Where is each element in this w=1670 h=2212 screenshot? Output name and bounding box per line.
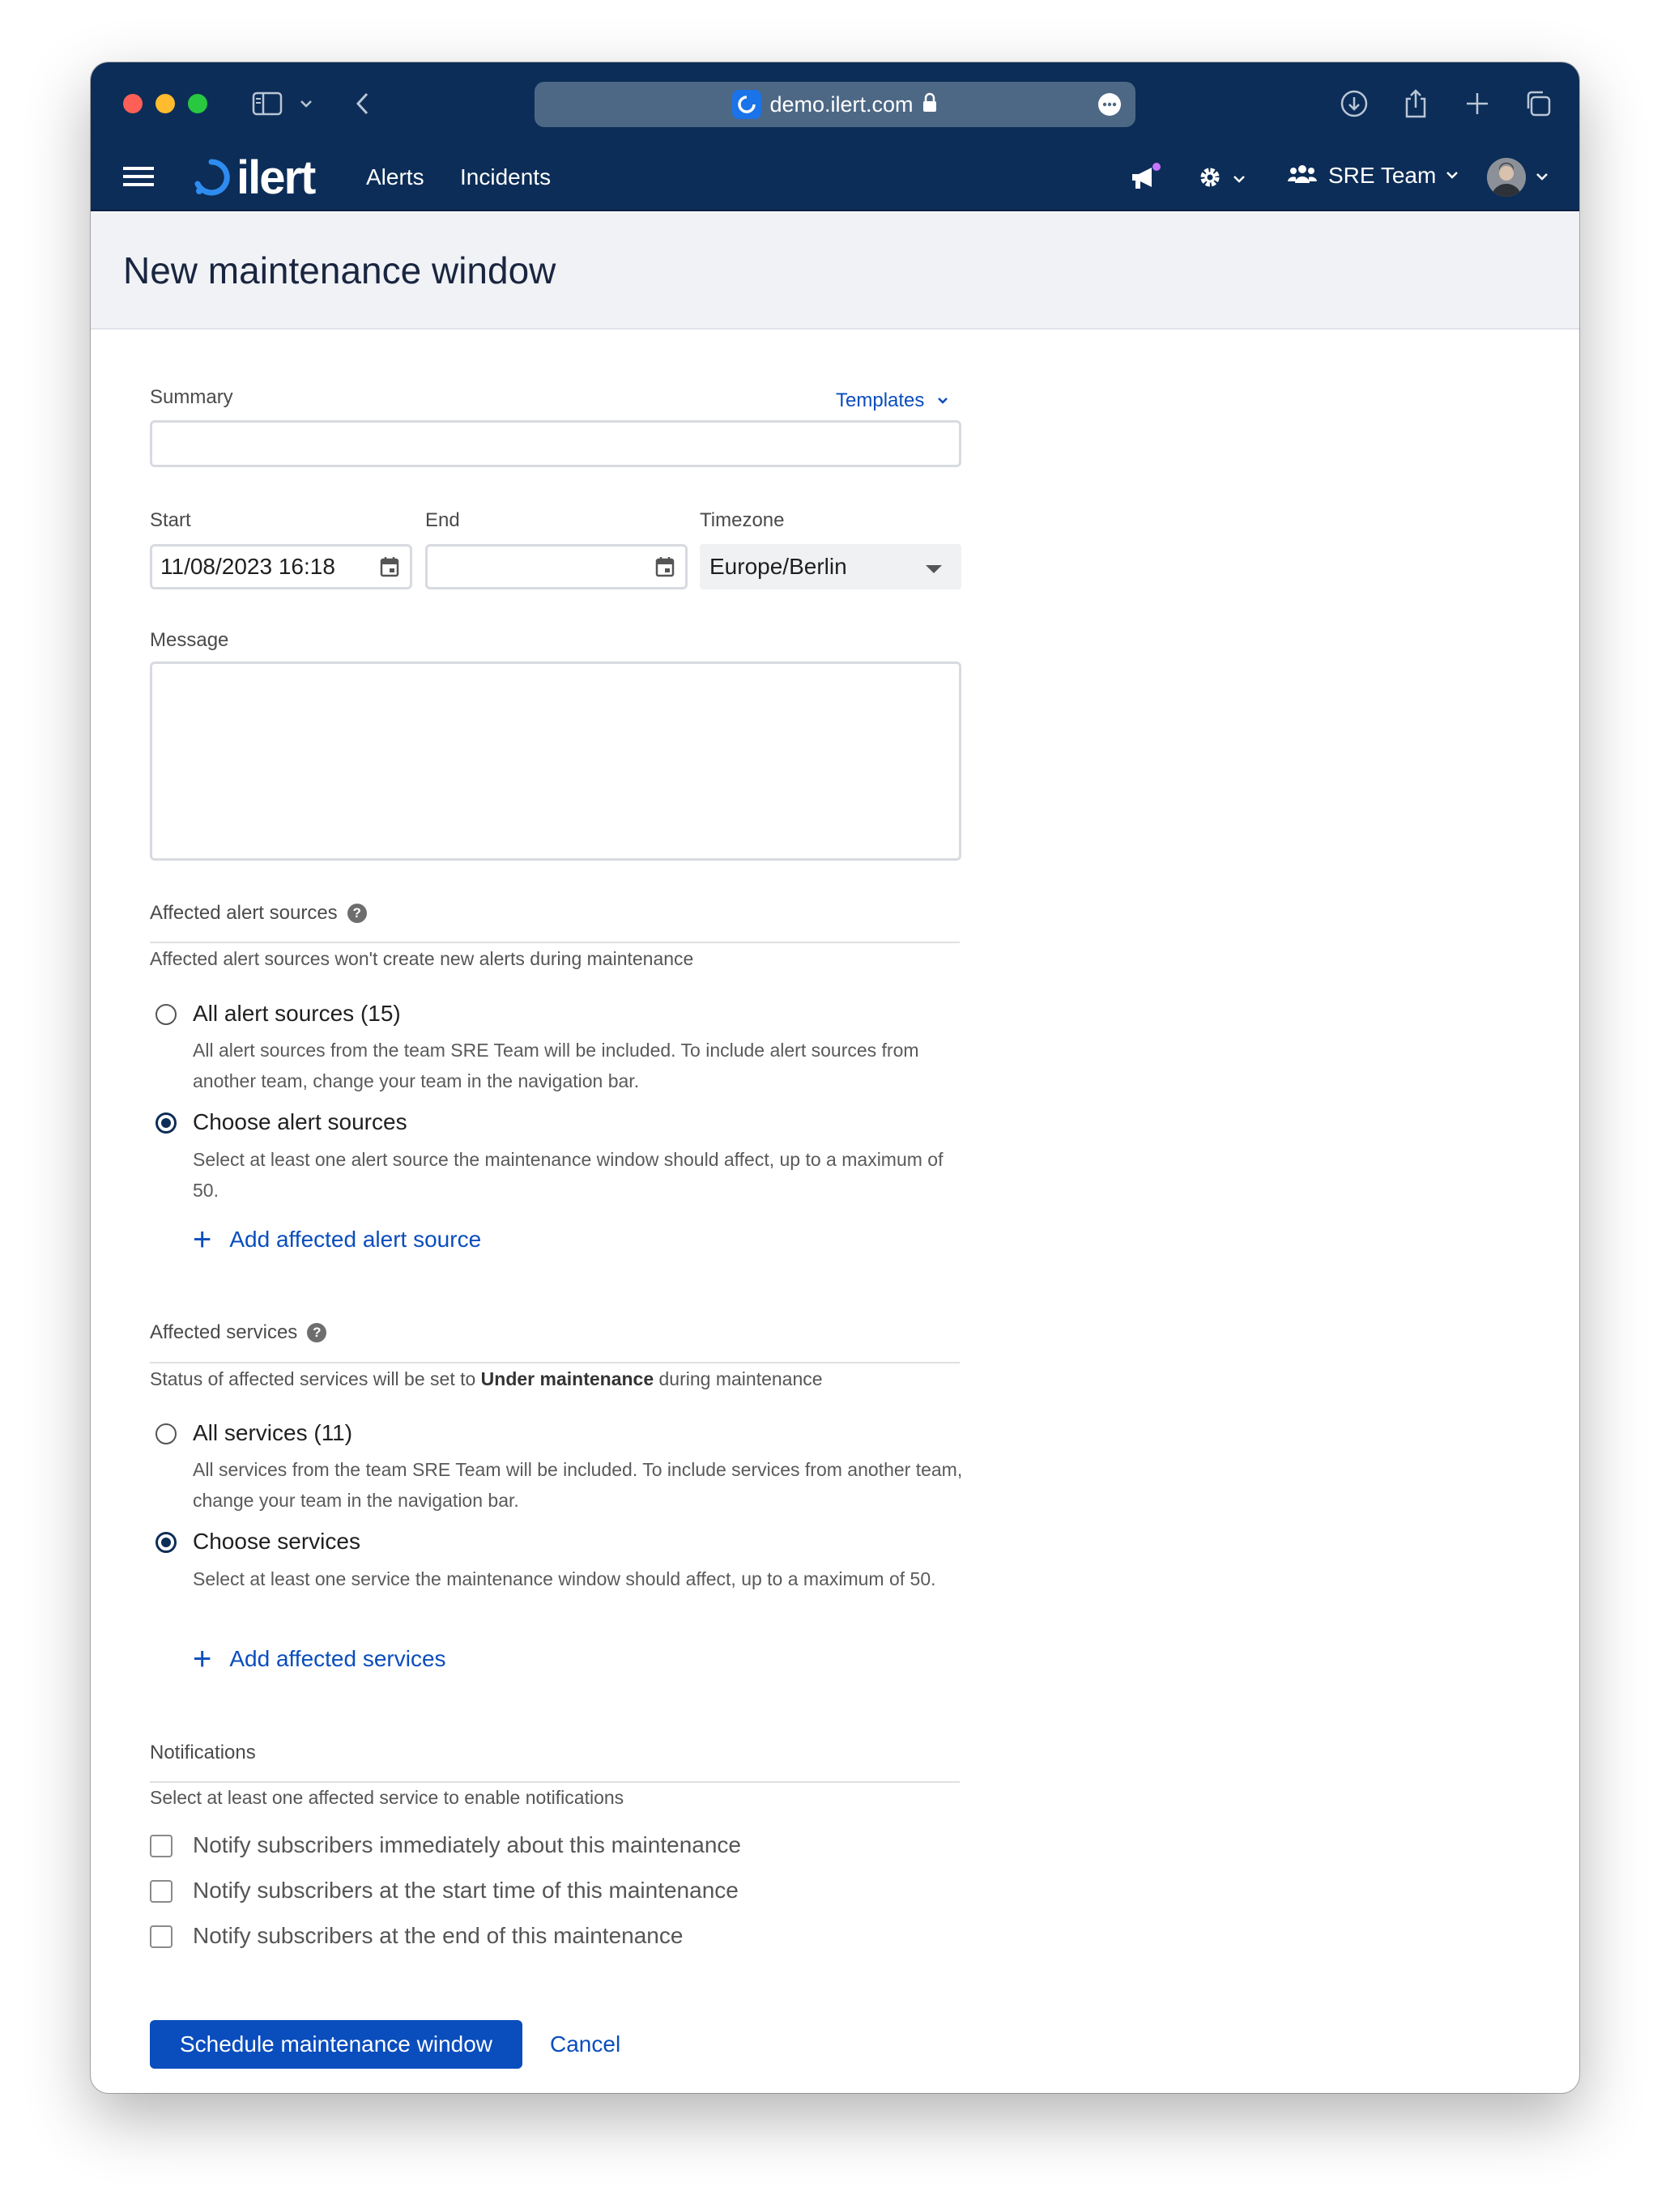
settings-menu[interactable] [1197, 164, 1246, 194]
timezone-select[interactable] [700, 544, 961, 589]
ilert-logo[interactable] [191, 151, 314, 203]
start-label: Start [150, 509, 191, 531]
radio-choose-services-label[interactable]: Choose services [193, 1529, 360, 1554]
alert-sources-subtitle: Affected alert sources won't create new alerts during maintenance [150, 948, 694, 969]
notifications-title: Notifications [150, 1742, 256, 1763]
services-section-title [150, 1321, 326, 1344]
start-datetime-input[interactable] [150, 544, 412, 589]
notify-immediately-checkbox[interactable] [150, 1835, 173, 1857]
logo-mark-icon [191, 157, 232, 198]
start-value: 11/08/2023 16:18 [160, 554, 335, 579]
add-alert-source-button[interactable] [193, 1222, 482, 1257]
chevron-down-icon [1536, 170, 1549, 185]
radio-choose-alert-sources[interactable] [155, 1112, 177, 1134]
notifications-subtitle: Select at least one affected service to enable notifications [150, 1787, 624, 1808]
minimize-window-button[interactable] [155, 94, 175, 113]
help-icon[interactable]: ? [307, 1323, 326, 1342]
nav-link-incidents[interactable]: Incidents [460, 164, 552, 189]
radio-choose-services-desc: Select at least one service the maintenance window should affect, up to a maximum of 50. [193, 1568, 936, 1589]
chevron-down-icon [937, 393, 948, 408]
share-icon[interactable] [1399, 87, 1432, 121]
address-bar[interactable] [535, 82, 1135, 127]
calendar-icon[interactable] [654, 555, 675, 582]
add-services-button[interactable] [193, 1641, 446, 1677]
team-name: SRE Team [1328, 163, 1437, 188]
nav-link-alerts[interactable]: Alerts [366, 164, 424, 189]
tab-overview-icon[interactable] [1521, 87, 1555, 121]
end-datetime-input[interactable] [425, 544, 688, 589]
schedule-maintenance-button[interactable]: Schedule maintenance window [150, 2020, 522, 2069]
announcements-icon[interactable] [1129, 161, 1163, 198]
chevron-down-icon [1233, 172, 1246, 187]
notify-end-label[interactable]: Notify subscribers at the end of this maintenance [193, 1923, 684, 1948]
url-text: demo.ilert.com [769, 91, 914, 117]
team-icon [1288, 164, 1317, 189]
templates-label: Templates [836, 389, 925, 411]
summary-input[interactable] [150, 420, 961, 467]
sidebar-toggle-icon[interactable] [249, 87, 285, 121]
services-title: Affected services [150, 1321, 298, 1343]
hamburger-menu-icon[interactable] [123, 164, 154, 193]
team-switcher[interactable] [1288, 163, 1459, 189]
timezone-label: Timezone [700, 509, 785, 531]
notifications-divider [150, 1781, 960, 1783]
radio-all-services-label[interactable]: All services (11) [193, 1420, 353, 1445]
plus-icon: + [193, 1222, 212, 1257]
add-alert-source-label: Add affected alert source [229, 1227, 482, 1252]
services-subtitle-bold: Under maintenance [480, 1368, 654, 1389]
chevron-down-icon [1446, 168, 1459, 183]
add-services-label: Add affected services [229, 1646, 446, 1671]
chevron-down-icon[interactable] [296, 87, 316, 121]
close-window-button[interactable] [123, 94, 143, 113]
new-tab-icon[interactable] [1461, 87, 1493, 121]
end-label: End [425, 509, 460, 531]
browser-toolbar [91, 62, 1579, 143]
app-navbar [91, 143, 1579, 211]
notify-immediately-label[interactable]: Notify subscribers immediately about this maintenance [193, 1832, 741, 1857]
alert-sources-title: Affected alert sources [150, 902, 338, 924]
services-subtitle-prefix: Status of affected services will be set to [150, 1368, 481, 1389]
alert-sources-divider [150, 942, 960, 943]
notify-end-checkbox[interactable] [150, 1925, 173, 1948]
caret-down-icon [926, 563, 942, 577]
message-textarea[interactable] [150, 661, 961, 861]
radio-choose-alert-sources-desc: Select at least one alert source the maintenance window should affect, up to a maximum of 50. [193, 1149, 944, 1201]
gear-icon [1197, 164, 1223, 194]
plus-icon: + [193, 1641, 212, 1677]
help-icon[interactable]: ? [347, 904, 367, 923]
summary-label: Summary [150, 386, 233, 408]
user-menu[interactable] [1487, 158, 1549, 197]
cancel-button[interactable]: Cancel [550, 2031, 621, 2057]
notify-start-checkbox[interactable] [150, 1880, 173, 1903]
radio-choose-alert-sources-label[interactable]: Choose alert sources [193, 1109, 407, 1134]
lock-icon [922, 92, 938, 117]
logo-text: ilert [236, 151, 315, 204]
page-menu-icon[interactable] [1098, 93, 1121, 116]
radio-all-services-desc: All services from the team SRE Team will be included. To include services from another team, change your team in the navigation bar. [193, 1459, 963, 1511]
page-header [91, 213, 1579, 330]
radio-all-services[interactable] [155, 1423, 177, 1444]
notify-start-label[interactable]: Notify subscribers at the start time of this maintenance [193, 1878, 739, 1903]
services-divider [150, 1362, 960, 1363]
message-label: Message [150, 629, 229, 651]
templates-dropdown[interactable] [836, 389, 948, 412]
radio-all-alert-sources-label[interactable]: All alert sources (15) [193, 1001, 401, 1026]
maximize-window-button[interactable] [188, 94, 207, 113]
services-subtitle [150, 1368, 823, 1390]
radio-all-alert-sources-desc: All alert sources from the team SRE Team will be included. To include alert sources from another team, change your team in the navigation bar. [193, 1040, 919, 1091]
radio-all-alert-sources[interactable] [155, 1004, 177, 1025]
services-subtitle-suffix: during maintenance [654, 1368, 823, 1389]
browser-window [91, 62, 1579, 2093]
back-icon[interactable] [350, 87, 374, 121]
radio-choose-services[interactable] [155, 1532, 177, 1553]
timezone-value: Europe/Berlin [709, 554, 847, 579]
calendar-icon[interactable] [379, 555, 400, 582]
site-favicon-icon [732, 90, 761, 119]
download-icon[interactable] [1338, 87, 1370, 121]
page-title: New maintenance window [123, 249, 556, 291]
alert-sources-section-title [150, 902, 367, 925]
avatar [1487, 158, 1526, 197]
